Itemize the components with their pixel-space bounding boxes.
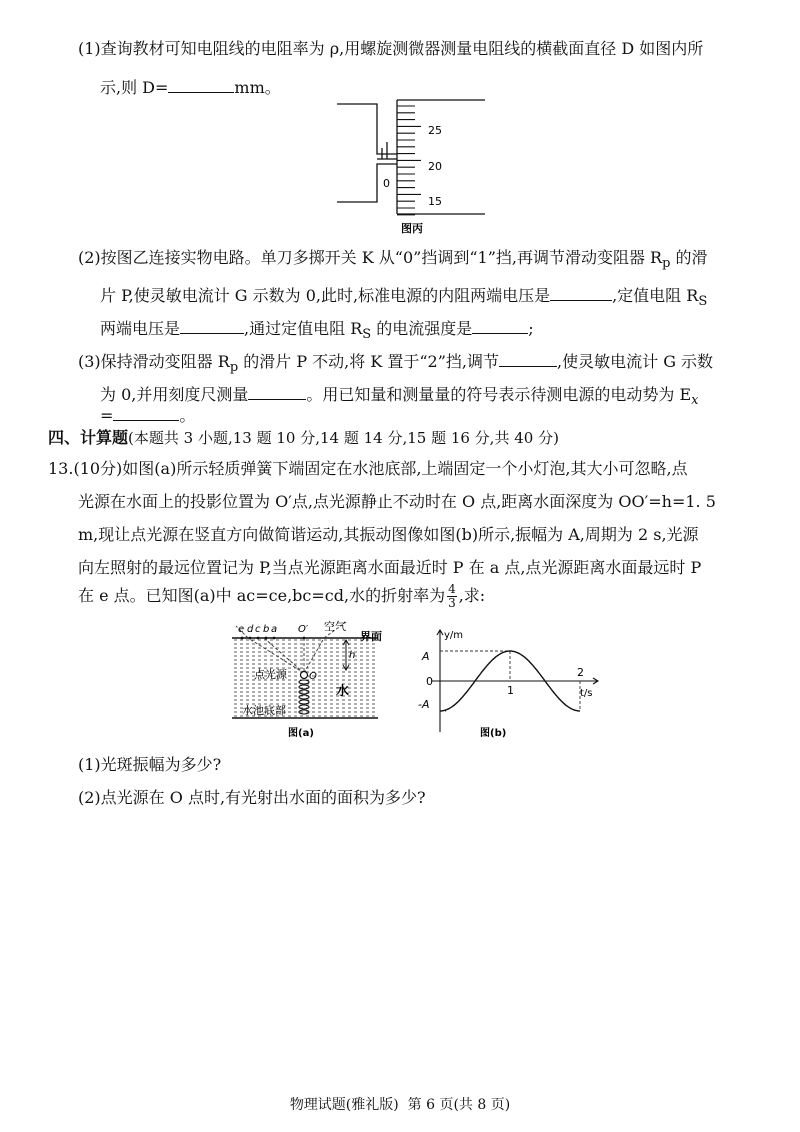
water-label: 水 <box>336 684 350 699</box>
q3-line2-text: 为 0,并用刻度尺测量 <box>100 384 249 404</box>
q2-line3-end: ; <box>528 318 534 338</box>
q2-line2-mid: ,定值电阻 R <box>612 285 699 305</box>
q3-line3 <box>100 403 195 424</box>
answer-blank-measure[interactable] <box>248 382 306 400</box>
q13-line1: 13.(10分)如图(a)所示轻质弹簧下端固定在水池底部,上端固定一个小灯泡,其大小可忽略,点 <box>48 459 688 478</box>
q13-line4: 向左照射的最远位置记为 P,当点光源距离水面最近时 P 在 a 点,点光源距离水面最远时 P <box>78 558 702 577</box>
frac-denominator: 3 <box>448 596 456 610</box>
answer-blank-emf[interactable] <box>113 403 179 421</box>
answer-blank-current[interactable] <box>472 316 528 334</box>
q3-line1 <box>78 349 713 374</box>
y-axis-label: y/m <box>444 630 464 641</box>
q3-line3-end: 。 <box>179 405 196 425</box>
q13-line5-end: ,求: <box>458 586 486 605</box>
q13-line3: m,现让点光源在竖直方向做简谐运动,其振动图像如图(b)所示,振幅为 A,周期为 2 s,光源 <box>78 525 699 544</box>
figure-a <box>228 618 400 748</box>
bottom-label: 水池底部 <box>242 704 286 717</box>
fig-b-caption: 图(b) <box>480 728 507 739</box>
mic-zero: 0 <box>383 177 390 190</box>
q2-line3-text: 两端电压是 <box>100 318 181 338</box>
answer-blank-rs-voltage[interactable] <box>180 316 244 334</box>
interface-label: 界面 <box>360 630 382 643</box>
q2-line3 <box>100 316 534 341</box>
figure-b <box>408 624 608 748</box>
point-b: b <box>263 624 270 635</box>
h-label: h <box>349 650 356 661</box>
q13-line5 <box>78 582 485 610</box>
mic-tick-25: 25 <box>428 124 442 137</box>
tick-2: 2 <box>577 666 584 679</box>
q13-sub2: (2)点光源在 O 点时,有光射出水面的面积为多少? <box>78 788 426 807</box>
x-axis-label: t/s <box>580 688 593 699</box>
q2-sub-p: p <box>662 256 671 272</box>
q2-sub-s: S <box>698 293 708 309</box>
q3-line2-mid: 。用已知量和测量量的符号表示待测电源的电动势为 E <box>306 384 692 404</box>
section-heading <box>48 430 559 446</box>
point-e: e <box>238 624 245 635</box>
q3-line1-end: ,使灵敏电流计 G 示数 <box>557 351 714 371</box>
mic-tick-15: 15 <box>428 195 442 208</box>
frac-numerator: 4 <box>448 582 456 597</box>
q3-sub-p: p <box>229 359 239 375</box>
section-title: 四、计算题 <box>48 428 129 447</box>
label-neg-a: -A <box>418 698 430 711</box>
q2-line2-text: 片 P,使灵敏电流计 G 示数为 0,此时,标准电源的内阻两端电压是 <box>100 285 551 305</box>
q2-line1-text: (2)按图乙连接实物电路。单刀多掷开关 K 从“0”挡调到“1”挡,再调节滑动变阻器 R <box>78 248 663 267</box>
q13-sub1: (1)光斑振幅为多少? <box>78 755 222 774</box>
page-footer: 物理试题(雅礼版) 第 6 页(共 8 页) <box>289 1097 511 1113</box>
air-label: 空气 <box>324 620 346 633</box>
q2-line3-mid: ,通过定值电阻 R <box>244 318 363 338</box>
mic-caption: 图丙 <box>401 222 423 235</box>
answer-blank-internal-voltage[interactable] <box>550 283 612 301</box>
refractive-index-fraction <box>447 583 457 609</box>
tick-1: 1 <box>507 684 514 697</box>
light-source-bulb <box>301 672 308 679</box>
q3-line1-mid: 的滑片 P 不动,将 K 置于“2”挡,调节 <box>238 351 500 371</box>
micrometer-figure <box>335 92 495 237</box>
q2-line1-end: 的滑 <box>670 248 708 267</box>
q2-line1 <box>78 250 708 270</box>
mic-tick-20: 20 <box>428 160 442 173</box>
q1-line1: (1)查询教材可知电阻线的电阻率为 ρ,用螺旋测微器测量电阻线的横截面直径 D 如图内所 <box>78 39 704 58</box>
q3-sub-x: x <box>691 392 699 408</box>
q2-sub-s2: S <box>362 326 372 342</box>
q2-line2 <box>100 283 707 308</box>
label-zero: 0 <box>426 675 433 688</box>
label-a: A <box>422 650 430 663</box>
q3-line1-text: (3)保持滑动变阻器 R <box>78 351 230 371</box>
point-a: a <box>271 624 278 635</box>
q2-line3-mid2: 的电流强度是 <box>371 318 473 338</box>
q13-line5-text: 在 e 点。已知图(a)中 ac=ce,bc=cd,水的折射率为 <box>78 586 446 605</box>
point-d: d <box>247 624 254 635</box>
fig-a-caption: 图(a) <box>288 728 314 739</box>
q1-unit: mm。 <box>234 77 281 97</box>
q3-line3-text: = <box>100 405 114 425</box>
point-c: c <box>255 624 261 635</box>
q13-line2: 光源在水面上的投影位置为 O′点,点光源静止不动时在 O 点,距离水面深度为 OO′=h=1. 5 <box>78 492 716 511</box>
source-label: 点光源 <box>254 668 287 681</box>
answer-blank-adjust[interactable] <box>499 349 557 367</box>
section-detail: (本题共 3 小题,13 题 10 分,14 题 14 分,15 题 16 分,共 40 分) <box>128 429 559 447</box>
q1-line2 <box>100 75 281 96</box>
point-o-prime: O′ <box>298 624 309 635</box>
point-o: O <box>309 671 317 682</box>
answer-blank-d[interactable] <box>168 75 234 93</box>
q1-line2-text: 示,则 D= <box>100 77 169 97</box>
